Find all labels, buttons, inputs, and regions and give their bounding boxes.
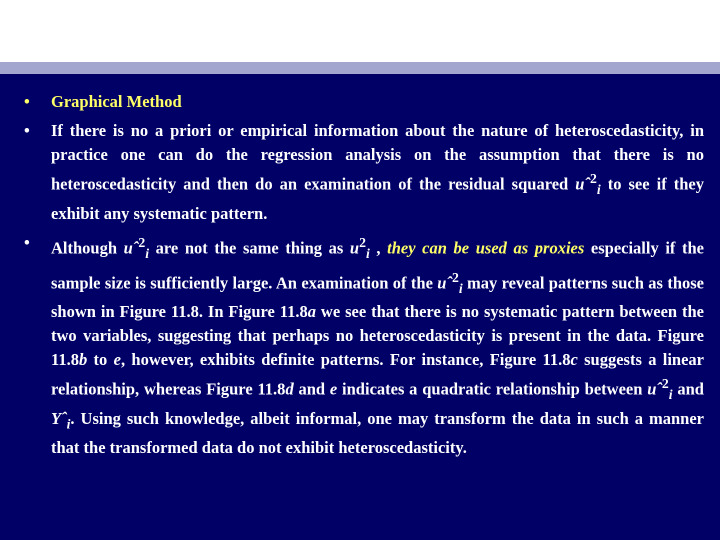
math-u: u <box>349 238 360 258</box>
bullet-list <box>24 90 704 465</box>
math-uhat: uˆ <box>647 379 662 399</box>
bullet-paragraph: Although uˆ$^2_i$ are not the same thing as $u^2_i$ , they can be used as proxies especially if the sample size is sufficiently large. An examination of the uˆ$^2_i$ may reveal patterns such as those shown in Figure 11.8. In Figure 11.8a we see that there is no systematic pattern between the two variables, suggesting that perhaps no heteroscedasticity is present in the data. Figure 11.8b to e, however, exhibits definite patterns. For instance, Figure 11.8c suggests a linear relationship, whereas Figure 11.8d and e indicates a quadratic relationship between uˆ$^2_i$ and Yˆ$_i$. Using such knowledge, albeit informal, one may transform the data in such a manner that the transformed data do not exhibit heteroscedasticity. <box>51 234 705 458</box>
proxy-highlight: they can be used as proxies <box>387 238 585 258</box>
bullet-dot: • <box>24 121 30 140</box>
bullet-no-prior-info <box>24 119 704 226</box>
math-uhat: uˆ <box>123 238 139 258</box>
bullet-heading-text: Graphical Method <box>51 92 182 111</box>
accent-stripe <box>0 62 720 74</box>
bullet-graphical-method <box>24 90 704 114</box>
math-uhat: uˆ <box>575 174 590 194</box>
bullet-although <box>24 231 704 461</box>
bullet-paragraph: If there is no a priori or empirical information about the nature of heteroscedasticity, in practice one can do the regression analysis on the assumption that there is no heteroscedasticity and then do an examination of the residual squared uˆ$^2_i$ to see if they exhibit any systematic pattern. <box>51 121 704 223</box>
bullet-dot: • <box>24 92 30 111</box>
math-yhat: Yˆ <box>51 409 67 429</box>
math-uhat: uˆ <box>437 273 452 293</box>
slide-header <box>0 0 720 62</box>
bullet-dot: • <box>24 232 30 252</box>
